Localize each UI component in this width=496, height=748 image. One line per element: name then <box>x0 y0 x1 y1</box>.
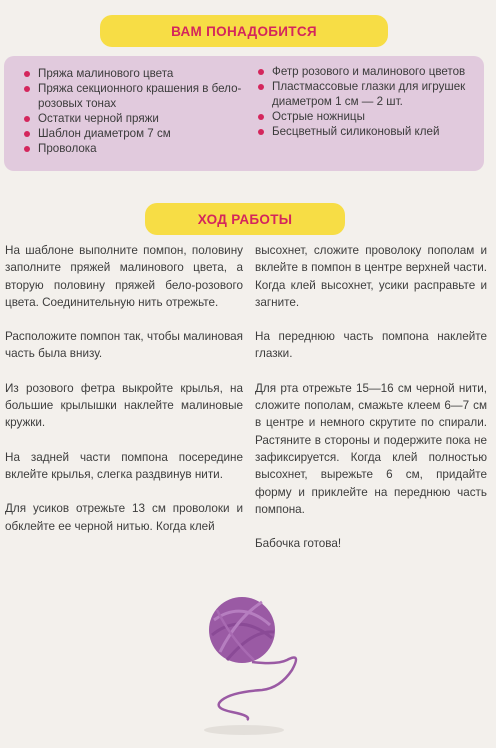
paragraph: Расположите помпон так, чтобы малиновая часть была внизу. <box>5 330 243 361</box>
list-item: Фетр розового и малинового цветов <box>254 64 479 79</box>
list-item: Проволока <box>20 141 245 156</box>
list-item: Шаблон диаметром 7 см <box>20 126 245 141</box>
list-item: Остатки черной пряжи <box>20 111 245 126</box>
paragraph: Из розового фетра выкройте крылья, на большие крылышки наклейте малиновые кружки. <box>5 381 243 430</box>
paragraph: На задней части помпона посередине вклейте крылья, слегка раздвинув нити. <box>5 450 243 481</box>
paragraph: высохнет, сложите проволоку пополам и вклейте в помпон в центре верхней части. Когда клей высохнет, усики расправьте и загните. <box>255 244 487 309</box>
paragraph: Бабочка готова! <box>255 537 342 551</box>
yarn-ball-image <box>192 590 332 740</box>
materials-list-right <box>254 64 479 139</box>
work-title: ХОД РАБОТЫ <box>145 203 345 235</box>
paragraph: На шаблоне выполните помпон, половину заполните пряжей малинового цвета, а вторую половину пряжей бело-розового цвета. Соединительную нить отрежьте. <box>5 244 243 309</box>
paragraph: На переднюю часть помпона наклейте глазки. <box>255 330 487 361</box>
list-item: Острые ножницы <box>254 109 479 124</box>
list-item: Пластмассовые глазки для игрушек диаметром 1 см — 2 шт. <box>254 79 479 109</box>
list-item: Бесцветный силиконовый клей <box>254 124 479 139</box>
paragraph: Для усиков отрежьте 13 см проволоки и обклейте ее черной нитью. Когда клей <box>5 502 243 533</box>
instructions-column-left <box>5 242 243 552</box>
materials-list-left <box>20 66 245 156</box>
needs-title: ВАМ ПОНАДОБИТСЯ <box>100 15 388 47</box>
list-item: Пряжа секционного крашения в бело-розовых тонах <box>20 81 245 111</box>
paragraph: Для рта отрежьте 15—16 см черной нити, сложите пополам, смажьте клеем 6—7 см в центре и немного скрутите по спирали. Растяните в стороны и подержите пока не зафиксируется. Когда клей полностью высохнет, вырежьте 6 см, придайте форму и приклейте на переднюю часть помпона. <box>255 381 487 516</box>
list-item: Пряжа малинового цвета <box>20 66 245 81</box>
instructions-column-right <box>255 242 487 569</box>
